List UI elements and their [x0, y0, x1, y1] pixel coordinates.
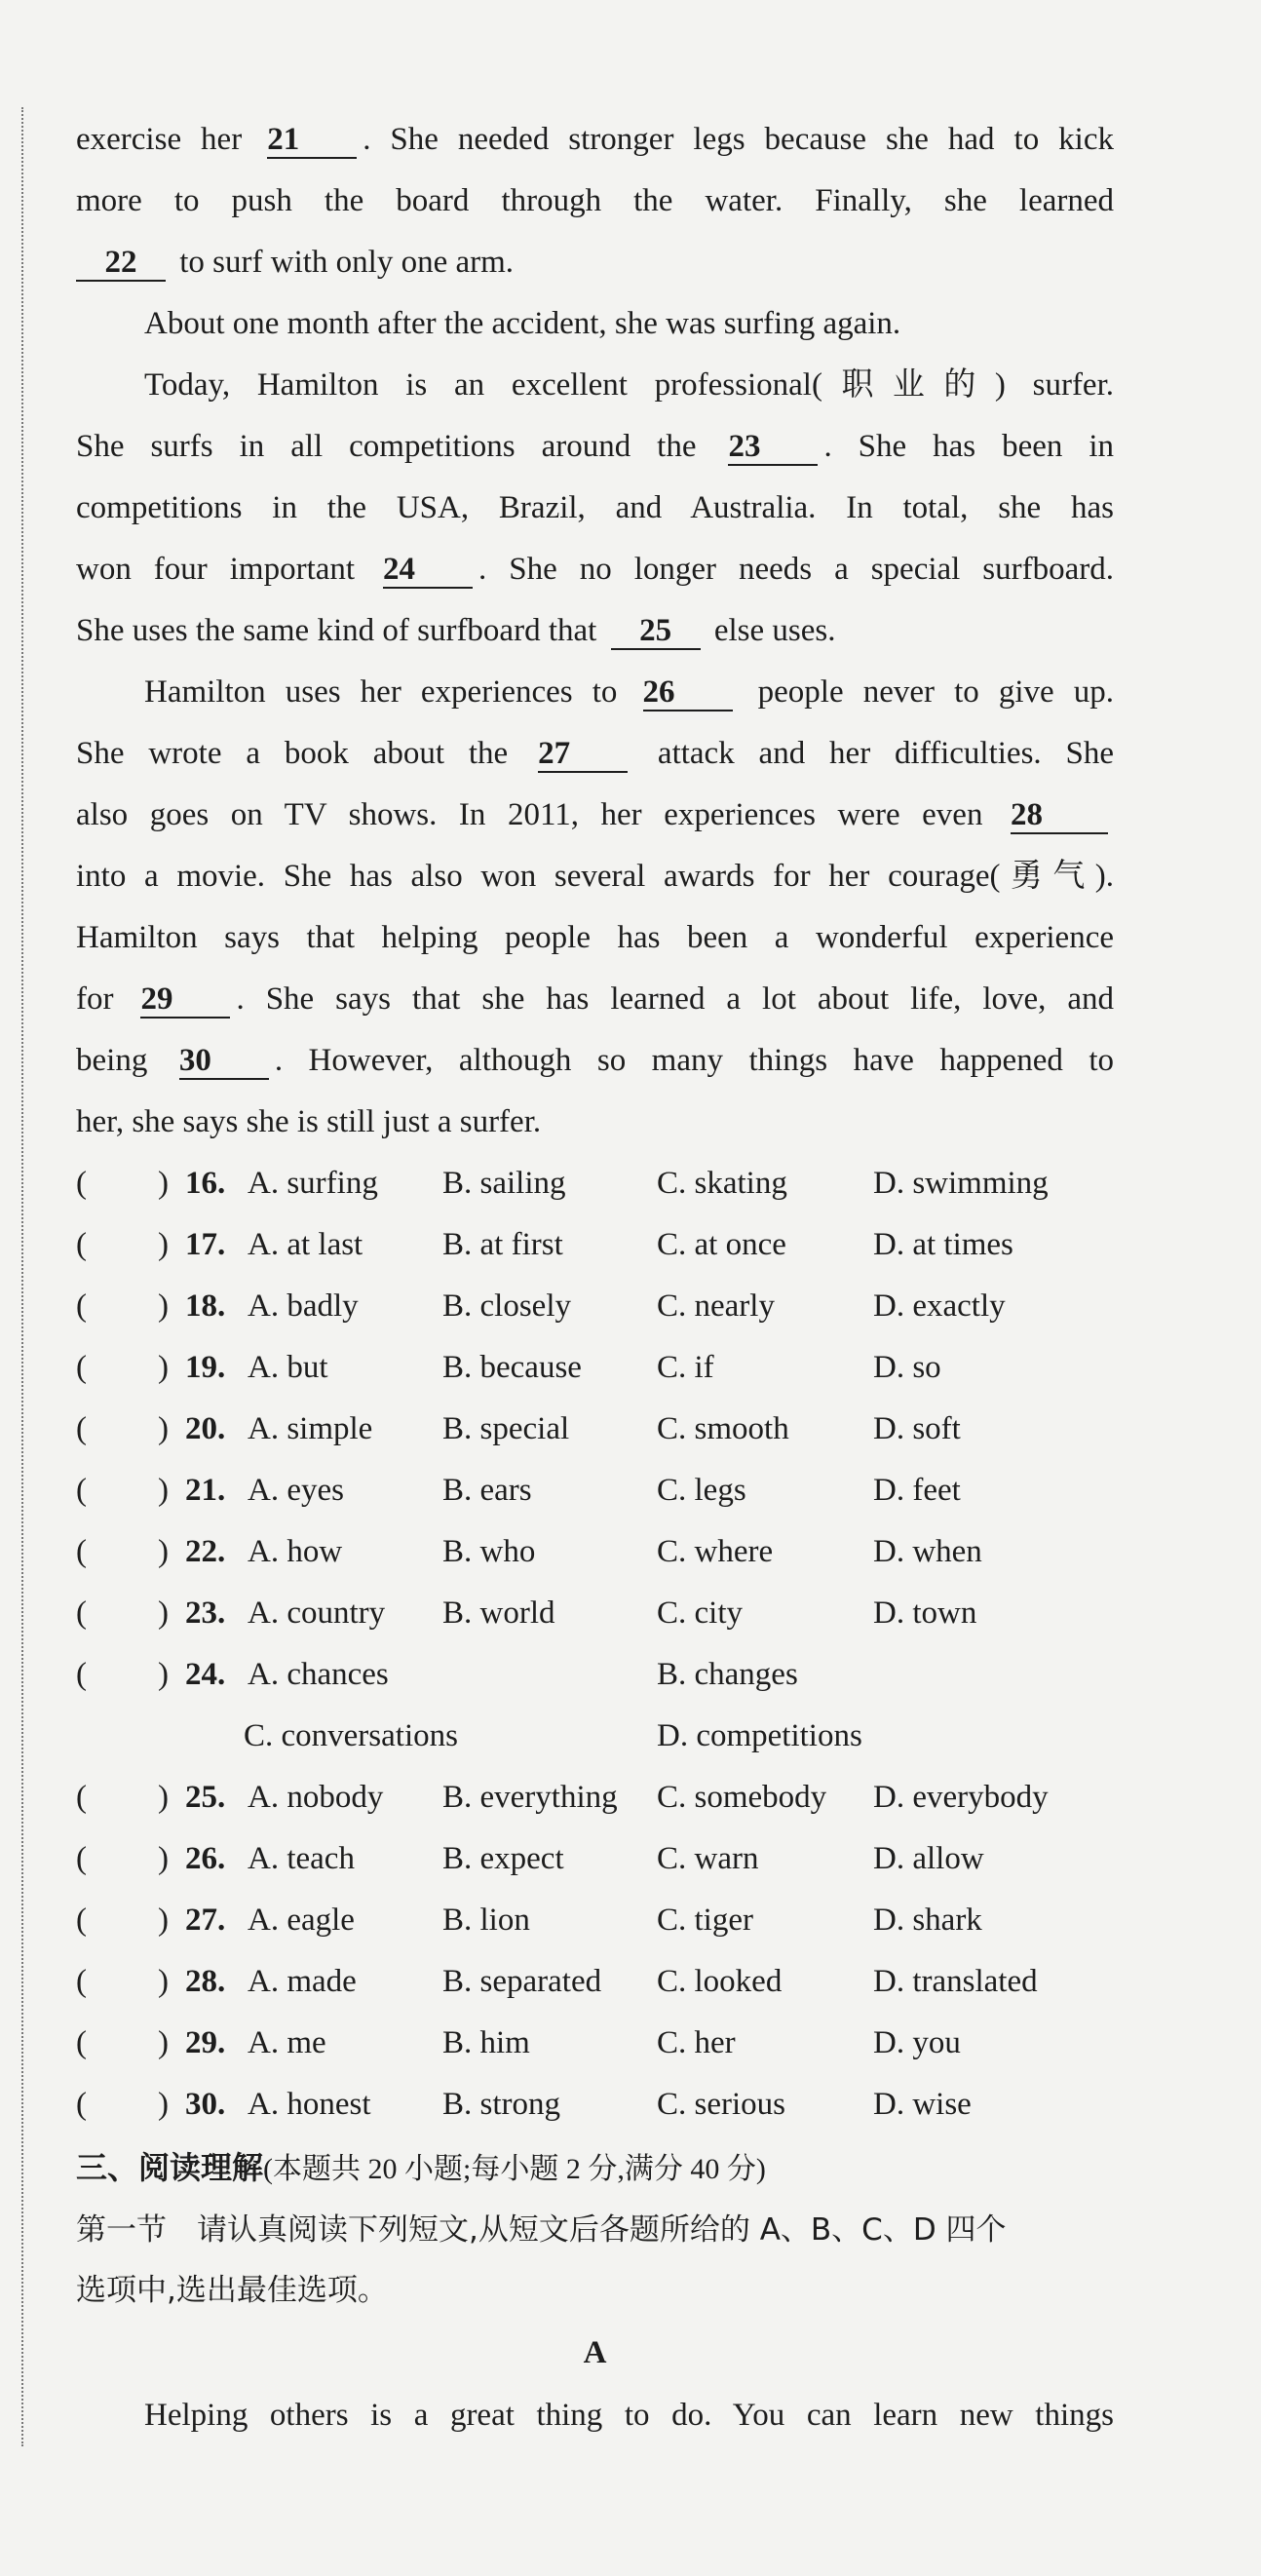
passage-line-3: 22 to surf with only one arm.: [76, 232, 1114, 293]
answer-paren-open: (: [76, 1473, 87, 1508]
binding-margin-line: [21, 107, 23, 2446]
option-b[interactable]: B. him: [442, 2025, 530, 2060]
option-c[interactable]: C. her: [657, 2025, 736, 2060]
option-d[interactable]: D. exactly: [873, 1288, 1006, 1324]
option-c[interactable]: C. city: [657, 1596, 743, 1631]
passage-label: A: [583, 2335, 607, 2370]
answer-paren-open: (: [76, 1411, 87, 1446]
option-c[interactable]: C. nearly: [657, 1288, 775, 1324]
answer-paren-close: ): [158, 1657, 169, 1692]
answer-paren-open: (: [76, 1166, 87, 1201]
option-d[interactable]: D. feet: [873, 1473, 961, 1508]
answer-paren-open: (: [76, 1534, 87, 1569]
answer-paren-open: (: [76, 1657, 87, 1692]
answer-paren-close: ): [158, 1780, 169, 1815]
option-c[interactable]: C. tiger: [657, 1903, 753, 1938]
question-number: 27.: [185, 1903, 226, 1938]
blank-21: 21: [267, 122, 357, 159]
option-d[interactable]: D. swimming: [873, 1166, 1049, 1201]
option-b[interactable]: B. who: [442, 1534, 536, 1569]
answer-paren-close: ): [158, 1473, 169, 1508]
passage-line-16: being 30 . However, although so many things have happened to: [76, 1043, 1114, 1078]
exam-page: [76, 109, 1114, 2446]
passage-line-15: for 29 . She says that she has learned a lot about life, love, and: [76, 981, 1115, 1017]
question-30[interactable]: [76, 2074, 1114, 2135]
passage-line-1: exercise her 21 . She needed stronger legs because she had to kick: [76, 122, 1114, 157]
passage-line-5: Today, Hamilton is an excellent professional(职业的) surfer.: [144, 367, 1114, 403]
option-b[interactable]: B. lion: [442, 1903, 530, 1938]
question-19[interactable]: [76, 1337, 1114, 1399]
blank-29: 29: [140, 981, 230, 1019]
passage-line-9: She uses the same kind of surfboard that 25 else uses.: [76, 613, 836, 648]
answer-paren-close: ): [158, 1166, 169, 1201]
option-b[interactable]: B. because: [442, 1350, 582, 1385]
answer-paren-close: ): [158, 1288, 169, 1324]
option-d[interactable]: D. you: [873, 2025, 961, 2060]
question-number: 19.: [185, 1350, 226, 1385]
option-b[interactable]: B. separated: [442, 1964, 602, 1999]
question-number: 21.: [185, 1473, 226, 1508]
question-29[interactable]: [76, 2013, 1114, 2074]
option-d[interactable]: D. wise: [873, 2087, 972, 2122]
answer-paren-open: (: [76, 1841, 87, 1876]
question-list-1: [76, 1153, 1114, 1644]
question-list-2: [76, 1767, 1114, 2135]
answer-paren-close: ): [158, 1596, 169, 1631]
option-c[interactable]: C. conversations: [244, 1718, 458, 1753]
question-number: 30.: [185, 2087, 226, 2122]
option-d[interactable]: D. allow: [873, 1841, 984, 1876]
section-instruction-1: 第一节 请认真阅读下列短文,从短文后各题所给的 A、B、C、D 四个: [76, 2212, 1007, 2248]
question-26[interactable]: [76, 1828, 1114, 1890]
answer-paren-open: (: [76, 1227, 87, 1262]
option-b[interactable]: B. strong: [442, 2087, 561, 2122]
question-25[interactable]: [76, 1767, 1114, 1828]
question-number: 26.: [185, 1841, 226, 1876]
answer-paren-close: ): [158, 1534, 169, 1569]
passage-line-7: competitions in the USA, Brazil, and Australia. In total, she has: [76, 490, 1114, 525]
option-c[interactable]: C. looked: [657, 1964, 783, 1999]
option-b[interactable]: B. sailing: [442, 1166, 566, 1201]
question-number: 25.: [185, 1780, 226, 1815]
blank-22: 22: [76, 245, 166, 282]
passage-line-6: She surfs in all competitions around the 23 . She has been in: [76, 429, 1115, 464]
option-d[interactable]: D. when: [873, 1534, 982, 1569]
question-number: 24.: [185, 1657, 226, 1692]
option-b[interactable]: B. at first: [442, 1227, 563, 1262]
passage-line-4: About one month after the accident, she was surfing again.: [144, 306, 901, 341]
option-c[interactable]: C. where: [657, 1534, 774, 1569]
option-b[interactable]: B. everything: [442, 1780, 618, 1815]
answer-paren-open: (: [76, 1780, 87, 1815]
blank-26: 26: [643, 674, 733, 711]
question-18[interactable]: [76, 1276, 1114, 1337]
passage-a-first-line: Helping others is a great thing to do. You can learn new things: [144, 2398, 1114, 2433]
option-c[interactable]: C. legs: [657, 1473, 746, 1508]
question-number: 16.: [185, 1166, 226, 1201]
option-a[interactable]: A. country: [248, 1596, 386, 1631]
answer-paren-close: ): [158, 1903, 169, 1938]
option-a[interactable]: A. teach: [248, 1841, 355, 1876]
option-a[interactable]: A. chances: [248, 1657, 389, 1692]
question-21[interactable]: [76, 1460, 1114, 1521]
passage-line-12: also goes on TV shows. In 2011, her experiences were even 28: [76, 785, 1114, 846]
question-number: 20.: [185, 1411, 226, 1446]
passage-line-2: more to push the board through the water. Finally, she learned: [76, 183, 1114, 218]
question-22[interactable]: [76, 1521, 1114, 1583]
option-a[interactable]: A. surfing: [248, 1166, 378, 1201]
passage-line-11: She wrote a book about the 27 attack and her difficulties. She: [76, 736, 1115, 771]
answer-paren-close: ): [158, 1227, 169, 1262]
answer-paren-open: (: [76, 1596, 87, 1631]
question-24-continued: [76, 1706, 1114, 1767]
question-number: 23.: [185, 1596, 226, 1631]
answer-paren-close: ): [158, 2087, 169, 2122]
answer-paren-open: (: [76, 1288, 87, 1324]
question-16[interactable]: [76, 1153, 1114, 1214]
option-d[interactable]: D. translated: [873, 1964, 1038, 1999]
option-a[interactable]: A. badly: [248, 1288, 359, 1324]
option-c[interactable]: C. smooth: [657, 1411, 789, 1446]
section-title: 三、阅读理解: [76, 2149, 264, 2186]
option-b[interactable]: B. expect: [442, 1841, 564, 1876]
option-b[interactable]: B. ears: [442, 1473, 532, 1508]
question-17[interactable]: [76, 1214, 1114, 1276]
blank-30: 30: [179, 1043, 269, 1080]
question-number: 22.: [185, 1534, 226, 1569]
option-b[interactable]: B. closely: [442, 1288, 571, 1324]
blank-28: 28: [1011, 797, 1108, 834]
blank-27: 27: [538, 736, 628, 773]
blank-24: 24: [383, 552, 473, 589]
answer-paren-close: ): [158, 1411, 169, 1446]
answer-paren-open: (: [76, 1964, 87, 1999]
question-number: 17.: [185, 1227, 226, 1262]
option-a[interactable]: A. eagle: [248, 1903, 355, 1938]
question-23[interactable]: [76, 1583, 1114, 1644]
option-a[interactable]: A. made: [248, 1964, 357, 1999]
answer-paren-close: ): [158, 1841, 169, 1876]
answer-paren-open: (: [76, 1903, 87, 1938]
option-c[interactable]: C. somebody: [657, 1780, 827, 1815]
option-a[interactable]: A. eyes: [248, 1473, 344, 1508]
option-c[interactable]: C. skating: [657, 1166, 787, 1201]
answer-paren-open: (: [76, 1350, 87, 1385]
question-number: 29.: [185, 2025, 226, 2060]
option-d[interactable]: D. everybody: [873, 1780, 1049, 1815]
answer-paren-close: ): [158, 1350, 169, 1385]
option-a[interactable]: A. but: [248, 1350, 328, 1385]
section-instruction-2: 选项中,选出最佳选项。: [76, 2273, 388, 2308]
question-24[interactable]: [76, 1644, 1114, 1706]
option-d[interactable]: D. shark: [873, 1903, 982, 1938]
option-d[interactable]: D. town: [873, 1596, 977, 1631]
option-d[interactable]: D. at times: [873, 1227, 1013, 1262]
question-number: 28.: [185, 1964, 226, 1999]
option-a[interactable]: A. how: [248, 1534, 343, 1569]
answer-paren-close: ): [158, 1964, 169, 1999]
option-d[interactable]: D. soft: [873, 1411, 961, 1446]
passage-line-13: into a movie. She has also won several awards for her courage(勇气).: [76, 859, 1114, 894]
option-a[interactable]: A. me: [248, 2025, 326, 2060]
option-a[interactable]: A. at last: [248, 1227, 363, 1262]
section-note: (本题共 20 小题;每小题 2 分,满分 40 分): [263, 2153, 766, 2185]
option-b[interactable]: B. special: [442, 1411, 570, 1446]
option-c[interactable]: C. if: [657, 1350, 714, 1385]
option-d[interactable]: D. so: [873, 1350, 941, 1385]
option-c[interactable]: C. serious: [657, 2087, 785, 2122]
passage-line-10: Hamilton uses her experiences to 26 people never to give up.: [144, 674, 1115, 710]
option-c[interactable]: C. warn: [657, 1841, 759, 1876]
option-a[interactable]: A. nobody: [248, 1780, 384, 1815]
blank-25: 25: [611, 613, 701, 650]
option-d[interactable]: D. competitions: [657, 1718, 862, 1753]
option-c[interactable]: C. at once: [657, 1227, 786, 1262]
option-a[interactable]: A. simple: [248, 1411, 373, 1446]
passage-line-14: Hamilton says that helping people has been a wonderful experience: [76, 920, 1114, 955]
question-20[interactable]: [76, 1399, 1114, 1460]
answer-paren-close: ): [158, 2025, 169, 2060]
question-27[interactable]: [76, 1890, 1114, 1951]
question-number: 18.: [185, 1288, 226, 1324]
passage-line-17: her, she says she is still just a surfer.: [76, 1104, 542, 1139]
blank-23: 23: [728, 429, 818, 466]
section-heading: [76, 2135, 1114, 2200]
question-28[interactable]: [76, 1951, 1114, 2013]
answer-paren-open: (: [76, 2087, 87, 2122]
option-b[interactable]: B. world: [442, 1596, 555, 1631]
option-a[interactable]: A. honest: [248, 2087, 371, 2122]
answer-paren-open: (: [76, 2025, 87, 2060]
option-b[interactable]: B. changes: [657, 1657, 798, 1692]
passage-line-8: won four important 24 . She no longer needs a special surfboard.: [76, 552, 1115, 587]
